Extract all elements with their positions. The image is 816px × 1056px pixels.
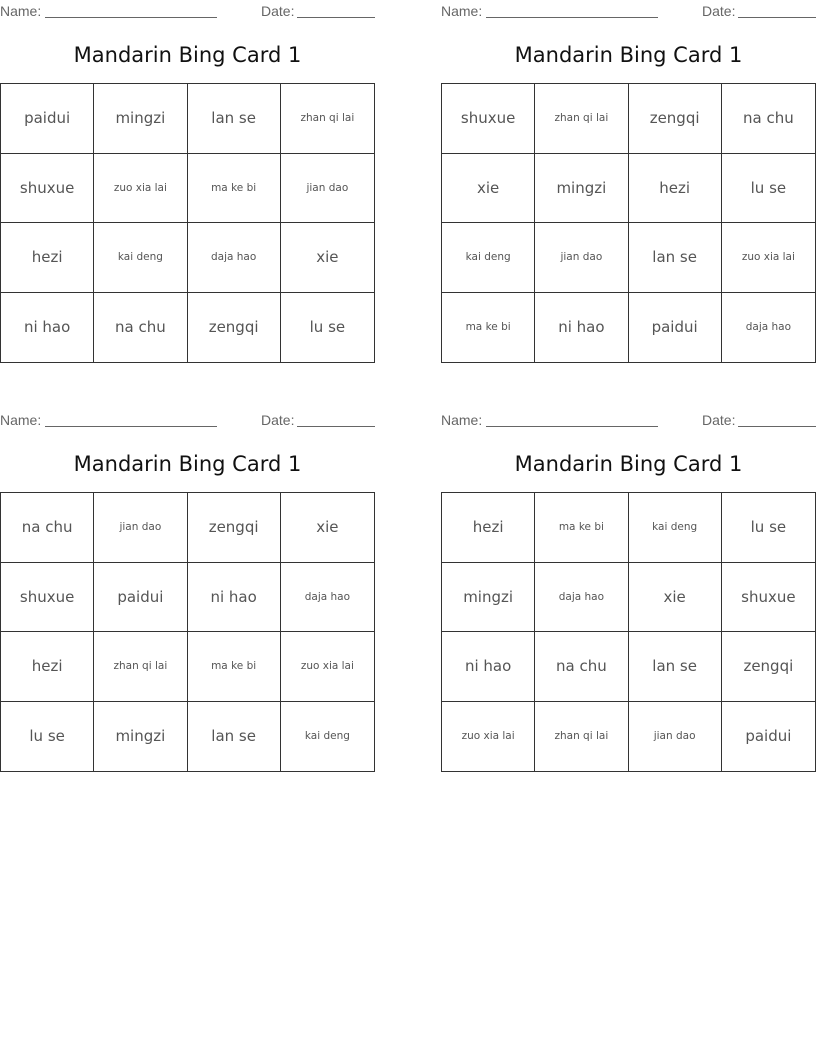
bingo-cell: jian dao	[535, 223, 628, 293]
name-date-row	[441, 412, 816, 428]
name-blank-line	[45, 426, 217, 427]
date-label: Date:	[702, 3, 736, 19]
bingo-cell: daja hao	[281, 563, 374, 633]
card-title: Mandarin Bing Card 1	[514, 43, 743, 67]
bingo-cell: zengqi	[629, 84, 722, 154]
name-label: Name:	[441, 412, 483, 428]
bingo-cell: mingzi	[94, 702, 187, 772]
bingo-card	[441, 0, 816, 365]
bingo-cell: kai deng	[94, 223, 187, 293]
name-date-row	[441, 3, 816, 19]
date-blank-line	[297, 17, 375, 18]
bingo-cell: zuo xia lai	[281, 632, 374, 702]
bingo-cell: ni hao	[442, 632, 535, 702]
bingo-cell: na chu	[94, 293, 187, 363]
bingo-cell: lan se	[188, 702, 281, 772]
bingo-card	[441, 409, 816, 774]
bingo-cell: mingzi	[94, 84, 187, 154]
bingo-cell: paidui	[629, 293, 722, 363]
bingo-cell: paidui	[94, 563, 187, 633]
name-label: Name:	[0, 412, 42, 428]
name-blank-line	[45, 17, 217, 18]
date-label: Date:	[702, 412, 736, 428]
card-title: Mandarin Bing Card 1	[73, 43, 302, 67]
name-label: Name:	[0, 3, 42, 19]
date-blank-line	[738, 17, 816, 18]
bingo-cell: lan se	[629, 632, 722, 702]
bingo-cell: jian dao	[281, 154, 374, 224]
bingo-grid	[0, 83, 375, 363]
bingo-cell: hezi	[1, 223, 94, 293]
bingo-cell: lu se	[309, 318, 346, 337]
bingo-cell: na chu	[1, 493, 94, 563]
bingo-cell: lu se	[1, 702, 94, 772]
date-label: Date:	[261, 412, 295, 428]
bingo-cell: na chu	[722, 84, 815, 154]
bingo-cell: ma ke bi	[188, 632, 281, 702]
bingo-grid	[0, 492, 375, 772]
bingo-cell: shuxue	[1, 154, 94, 224]
bingo-cell: ni hao	[1, 293, 94, 363]
name-date-row	[0, 3, 375, 19]
bingo-cell: lan se	[188, 84, 281, 154]
bingo-cell: daja hao	[745, 321, 792, 334]
name-date-row	[0, 412, 375, 428]
bingo-cell: shuxue	[722, 563, 815, 633]
date-blank-line	[297, 426, 375, 427]
bingo-cell: zengqi	[188, 293, 281, 363]
bingo-cell: paidui	[1, 84, 94, 154]
bingo-cell: kai deng	[442, 223, 535, 293]
date-blank-line	[738, 426, 816, 427]
bingo-cell: mingzi	[535, 154, 628, 224]
bingo-cell: jian dao	[94, 493, 187, 563]
bingo-cell: paidui	[745, 727, 792, 746]
bingo-cell: zengqi	[722, 632, 815, 702]
bingo-cell: mingzi	[442, 563, 535, 633]
bingo-cell: ni hao	[188, 563, 281, 633]
bingo-cell: zuo xia lai	[722, 223, 815, 293]
bingo-cell: xie	[281, 493, 374, 563]
bingo-cell: hezi	[442, 493, 535, 563]
bingo-cell: zhan qi lai	[94, 632, 187, 702]
bingo-cell: xie	[629, 563, 722, 633]
name-blank-line	[486, 426, 658, 427]
date-label: Date:	[261, 3, 295, 19]
bingo-cell: ma ke bi	[442, 293, 535, 363]
bingo-grid	[441, 492, 816, 772]
bingo-cell: daja hao	[535, 563, 628, 633]
bingo-cell: kai deng	[629, 493, 722, 563]
bingo-cell: ma ke bi	[535, 493, 628, 563]
bingo-cell: lu se	[722, 154, 815, 224]
bingo-cell: hezi	[1, 632, 94, 702]
card-title: Mandarin Bing Card 1	[514, 452, 743, 476]
bingo-card	[0, 409, 375, 774]
bingo-cell: lu se	[722, 493, 815, 563]
bingo-cell: hezi	[629, 154, 722, 224]
bingo-cell: xie	[281, 223, 374, 293]
bingo-cell: na chu	[535, 632, 628, 702]
bingo-cell: zuo xia lai	[442, 702, 535, 772]
card-title: Mandarin Bing Card 1	[73, 452, 302, 476]
name-label: Name:	[441, 3, 483, 19]
bingo-grid	[441, 83, 816, 363]
bingo-cell: xie	[442, 154, 535, 224]
bingo-cell: zhan qi lai	[281, 84, 374, 154]
bingo-card	[0, 0, 375, 365]
bingo-cell: jian dao	[629, 702, 722, 772]
bingo-cell: ni hao	[535, 293, 628, 363]
bingo-cell: zengqi	[188, 493, 281, 563]
bingo-cell: lan se	[629, 223, 722, 293]
bingo-cell: daja hao	[188, 223, 281, 293]
name-blank-line	[486, 17, 658, 18]
bingo-cell: zhan qi lai	[535, 702, 628, 772]
bingo-cell: kai deng	[304, 730, 350, 743]
bingo-cell: zuo xia lai	[94, 154, 187, 224]
bingo-cell: zhan qi lai	[535, 84, 628, 154]
bingo-cell: ma ke bi	[188, 154, 281, 224]
bingo-cell: shuxue	[442, 84, 535, 154]
bingo-cell: shuxue	[1, 563, 94, 633]
